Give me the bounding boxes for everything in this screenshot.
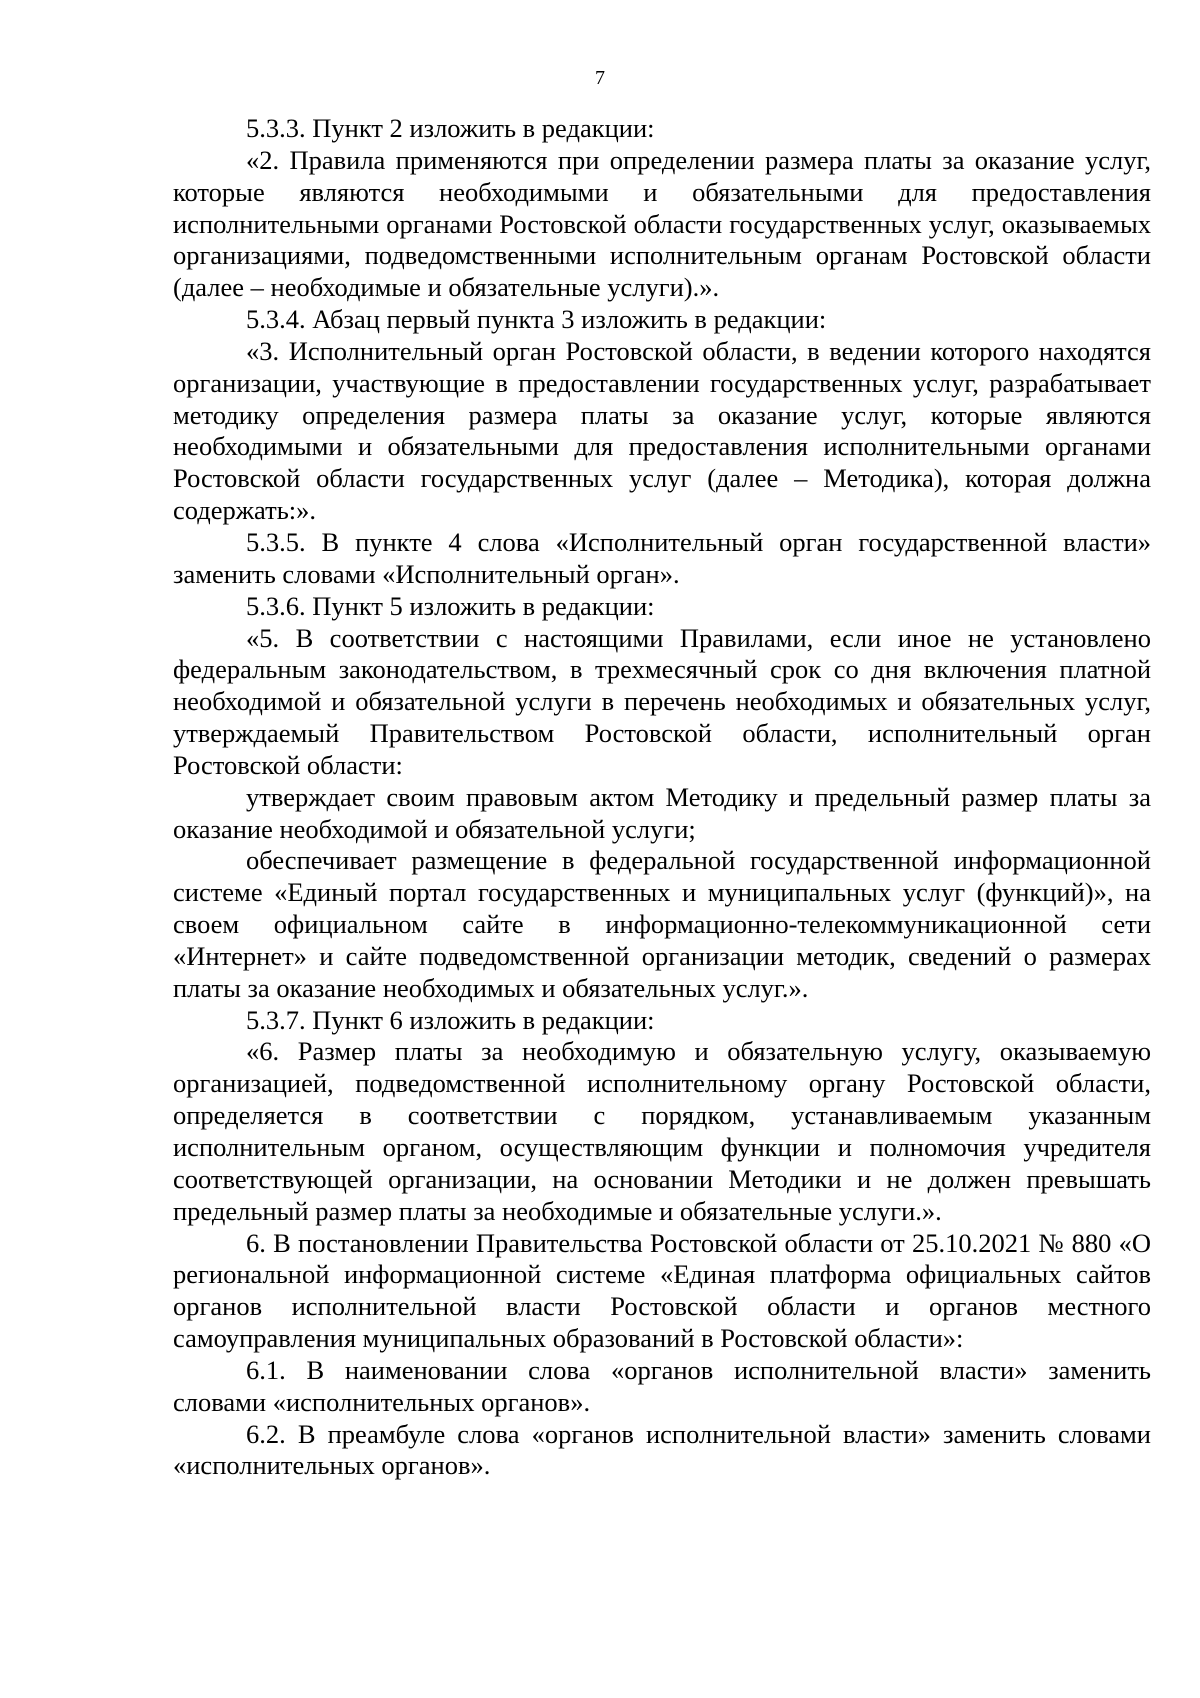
paragraph-5-3-7: 5.3.7. Пункт 6 изложить в редакции: — [246, 1004, 655, 1035]
document-body — [173, 113, 1151, 1482]
paragraph-5-3-5: 5.3.5. В пункте 4 слова «Исполнительный орган государственной власти» заменить словами «Исполнительный орган». — [173, 526, 1151, 589]
paragraph-rule-5: «5. В соответствии с настоящими Правилами, если иное не установлено федеральным законодательством, в трехмесячный срок со дня включения платной необходимой и обязательной услуги в перечень необходимых и обязательных услуг, утверждаемый Правительством Ростовской области, исполнительный орган Ростовской области: — [173, 622, 1151, 780]
paragraph-6-1: 6.1. В наименовании слова «органов исполнительной власти» заменить словами «исполнительных органов». — [173, 1354, 1151, 1417]
page-number: 7 — [595, 67, 605, 89]
paragraph-5-3-4: 5.3.4. Абзац первый пункта 3 изложить в редакции: — [246, 304, 827, 335]
paragraph-5-3-6: 5.3.6. Пункт 5 изложить в редакции: — [246, 590, 655, 621]
paragraph-6: 6. В постановлении Правительства Ростовской области от 25.10.2021 № 880 «О региональной информационной системе «Единая платформа официальных сайтов органов исполнительной власти Ростовской области и органов местного самоуправления муниципальных образований в Ростовской области»: — [173, 1227, 1151, 1354]
paragraph-rule-3: «3. Исполнительный орган Ростовской области, в ведении которого находятся организации, участвующие в предоставлении государственных услуг, разрабатывает методику определения размера платы за оказание услуг, которые являются необходимыми и обязательными для предоставления исполнительными органами Ростовской области государственных услуг (далее – Методика), которая должна содержать:». — [173, 335, 1151, 526]
paragraph-rule-6: «6. Размер платы за необходимую и обязательную услугу, оказываемую организацией, подведомственной исполнительному органу Ростовской области, определяется в соответствии с порядком, устанавливаемым указанным исполнительным органом, осуществляющим функции и полномочия учредителя соответствующей организации, на основании Методики и не должен превышать предельный размер платы за необходимые и обязательные услуги.». — [173, 1036, 1151, 1226]
paragraph-6-2: 6.2. В преамбуле слова «органов исполнительной власти» заменить словами «исполнительных органов». — [173, 1418, 1151, 1481]
paragraph-ensures: обеспечивает размещение в федеральной государственной информационной системе «Единый портал государственных и муниципальных услуг (функций)», на своем официальном сайте в информационно-телекоммуникационной сети «Интернет» и сайте подведомственной организации методик, сведений о размерах платы за оказание необходимых и обязательных услуг.». — [173, 845, 1151, 1003]
paragraph-approves: утверждает своим правовым актом Методику и предельный размер платы за оказание необходимой и обязательной услуги; — [173, 781, 1151, 844]
paragraph-rule-2: «2. Правила применяются при определении размера платы за оказание услуг, которые являются необходимыми и обязательными для предоставления исполнительными органами Ростовской области государственных услуг, оказываемых организациями, подведомственными исполнительным органам Ростовской области (далее – необходимые и обязательные услуги).». — [173, 144, 1151, 303]
paragraph-5-3-3: 5.3.3. Пункт 2 изложить в редакции: — [246, 113, 655, 143]
